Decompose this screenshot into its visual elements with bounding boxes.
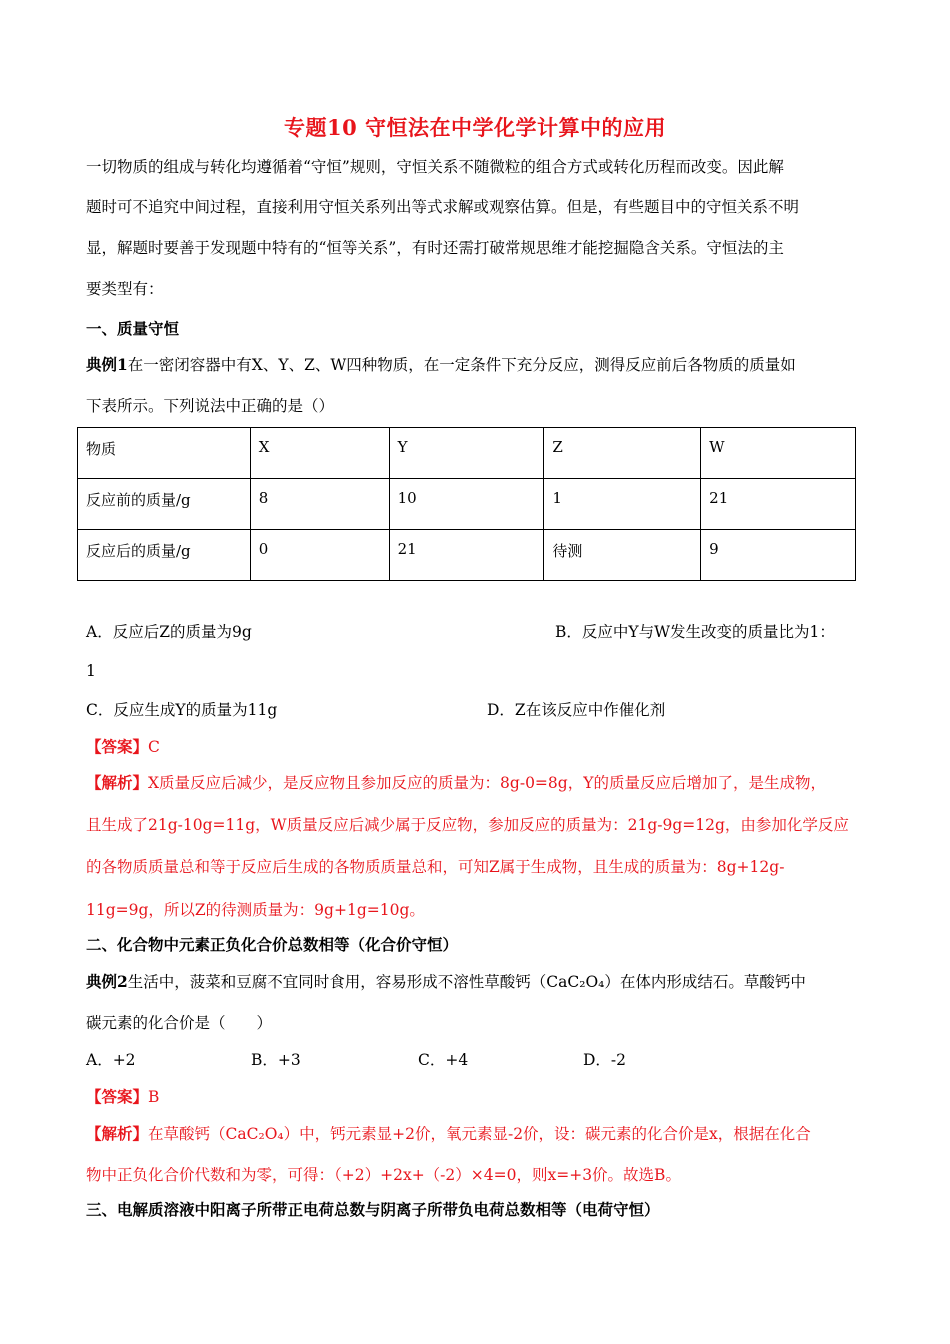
section-1-heading: 一、质量守恒 [86, 319, 180, 338]
answer-2-label: 【答案】 [86, 1087, 149, 1106]
table-cell: W [701, 428, 856, 479]
example-2-line-1 [86, 970, 806, 992]
intro-line-4: 要类型有： [86, 280, 164, 298]
answer-1-label: 【答案】 [86, 737, 149, 756]
analysis-1-label: 【解析】 [86, 773, 149, 792]
table-cell: 21 [701, 479, 856, 530]
option-2-d: D．-2 [583, 1051, 627, 1069]
section-2-heading: 二、化合物中元素正负化合价总数相等（化合价守恒） [86, 935, 459, 954]
option-2-c: C．+4 [418, 1051, 469, 1069]
table-cell: 反应前的质量/g [78, 479, 251, 530]
table-cell: 物质 [78, 428, 251, 479]
table-cell: 10 [389, 479, 544, 530]
table-cell: 1 [544, 479, 701, 530]
table-cell: 8 [250, 479, 389, 530]
page-title: 专题10 守恒法在中学化学计算中的应用 [283, 115, 667, 140]
section-3-heading: 三、电解质溶液中阳离子所带正电荷总数与阴离子所带负电荷总数相等（电荷守恒） [86, 1200, 660, 1219]
table-cell: X [250, 428, 389, 479]
option-a: A．反应后Z的质量为9g [86, 623, 252, 641]
intro-line-2: 题时可不追究中间过程，直接利用守恒关系列出等式求解或观察估算。但是，有些题目中的守恒关系不明 [86, 198, 800, 216]
example-2-text: 生活中，菠菜和豆腐不宜同时食用，容易形成不溶性草酸钙（CaC₂O₄）在体内形成结石。草酸钙中 [127, 973, 806, 991]
example-1-label: 典例1 [86, 355, 128, 374]
option-2-b: B．+3 [251, 1051, 301, 1069]
intro-line-1: 一切物质的组成与转化均遵循着“守恒”规则，守恒关系不随微粒的组合方式或转化历程而改变。因此解 [86, 158, 784, 176]
option-c: C．反应生成Y的质量为11g [86, 701, 278, 719]
option-d: D．Z在该反应中作催化剂 [487, 701, 666, 719]
intro-line-3: 显，解题时要善于发现题中特有的“恒等关系”，有时还需打破常规思维才能挖掘隐含关系。守恒法的主 [86, 239, 784, 257]
example-1-line-1 [86, 353, 796, 375]
analysis-2-line-1 [86, 1122, 811, 1144]
answer-2-value: B [148, 1088, 160, 1106]
table-cell: 0 [250, 530, 389, 581]
analysis-1-line-3: 的各物质质量总和等于反应后生成的各物质质量总和，可知Z属于生成物，且生成的质量为：8g+12g- [86, 858, 785, 876]
analysis-2-line-2: 物中正负化合价代数和为零，可得：（+2）+2x+（-2）×4=0，则x=+3价。故选B。 [86, 1166, 681, 1184]
mass-table [77, 427, 856, 581]
table-row [78, 530, 856, 581]
analysis-1-line-4: 11g=9g，所以Z的待测质量为：9g+1g=10g。 [86, 901, 425, 919]
option-b-continued: 1 [86, 662, 96, 680]
example-2-label: 典例2 [86, 972, 128, 991]
analysis-2-text: 在草酸钙（CaC₂O₄）中，钙元素显+2价，氧元素显-2价，设：碳元素的化合价是x，根据在化合 [148, 1125, 811, 1143]
table-cell: Z [544, 428, 701, 479]
table-cell: 待测 [544, 530, 701, 581]
analysis-1-line-2: 且生成了21g-10g=11g，W质量反应后减少属于反应物，参加反应的质量为：21g-9g=12g，由参加化学反应 [86, 816, 849, 834]
example-2-line-2: 碳元素的化合价是（ ） [86, 1014, 273, 1032]
analysis-1-text: X质量反应后减少，是反应物且参加反应的质量为：8g-0=8g，Y的质量反应后增加了，是生成物， [148, 774, 826, 792]
option-2-a: A．+2 [86, 1051, 136, 1069]
analysis-2-label: 【解析】 [86, 1124, 149, 1143]
analysis-1-line-1 [86, 771, 826, 793]
table-header-row [78, 428, 856, 479]
table-row [78, 479, 856, 530]
answer-1 [86, 735, 160, 757]
table-cell: 反应后的质量/g [78, 530, 251, 581]
answer-1-value: C [148, 738, 160, 756]
option-b: B．反应中Y与W发生改变的质量比为1： [555, 623, 835, 641]
table-cell: Y [389, 428, 544, 479]
example-1-text: 在一密闭容器中有X、Y、Z、W四种物质，在一定条件下充分反应，测得反应前后各物质的质量如 [127, 356, 796, 374]
table-cell: 21 [389, 530, 544, 581]
example-1-line-2: 下表所示。下列说法中正确的是（） [86, 397, 335, 415]
table-cell: 9 [701, 530, 856, 581]
answer-2 [86, 1085, 159, 1107]
